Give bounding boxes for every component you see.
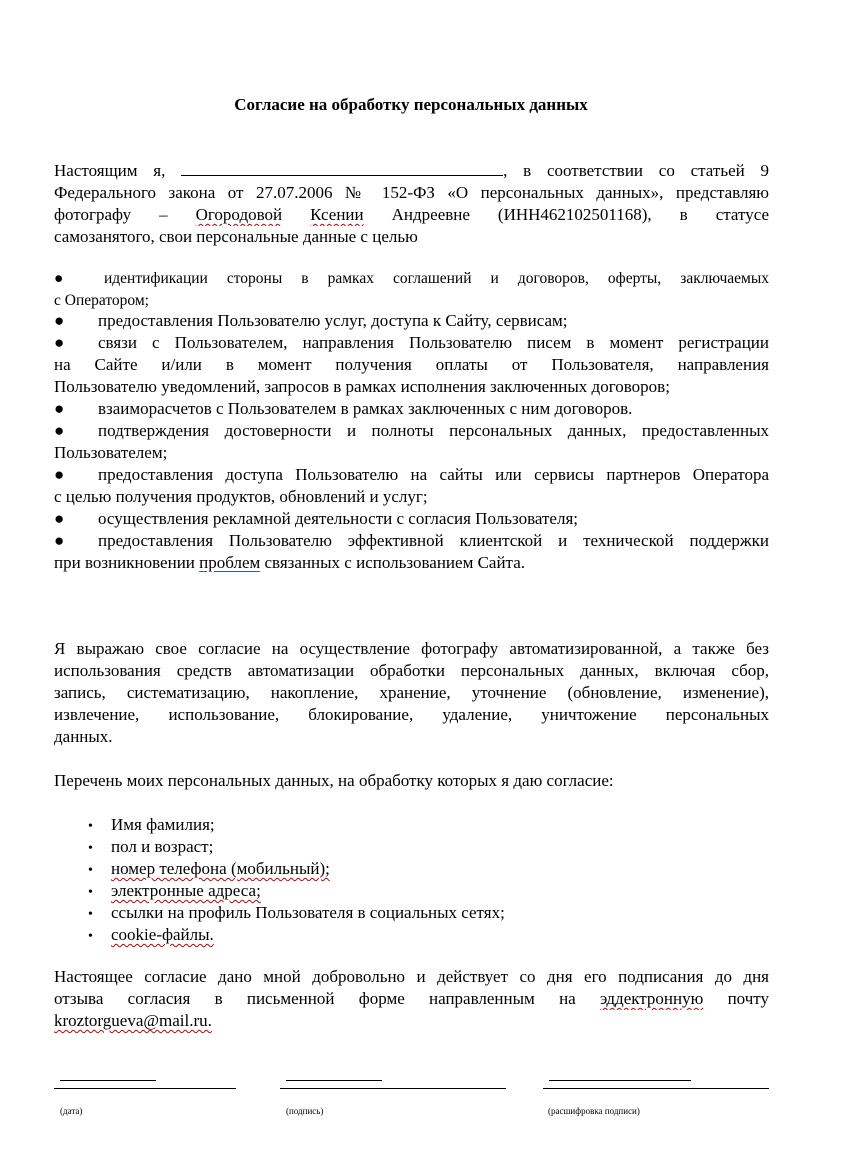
bullet-icon: •	[88, 907, 93, 922]
intro-line-3: фотографу – Огородовой Ксении Андреевне (ИНН462102501168), в статусе	[54, 205, 769, 224]
name-blank-field[interactable]	[181, 161, 503, 176]
purpose-item: ● предоставления Пользователю эффективной клиентской и технической поддержки	[54, 531, 769, 550]
bullet-icon: ●	[54, 465, 65, 484]
bullet-icon: •	[88, 819, 93, 834]
problem-word: проблем	[199, 553, 261, 572]
data-list-heading: Перечень моих персональных данных, на обработку которых я даю согласие:	[54, 771, 614, 790]
bullet-icon: ●	[54, 270, 64, 287]
purpose-item: ● связи с Пользователем, направления Пользователю писем в момент регистрации	[54, 333, 769, 352]
photographer-surname: Огородовой	[195, 205, 283, 224]
decode-caption: (расшифровка подписи)	[548, 1106, 640, 1116]
document-title: Согласие на обработку персональных данных	[234, 95, 588, 114]
consent-paragraph: Я выражаю свое согласие на осуществление фотографу автоматизированной, а также без использования средств автоматизации обработки персональных данных, включая сбор, запись, систематизацию, накопление, хранение, уточнение (обновление, изменение), извлечение, использование, блокирование, удаление, уничтожение персональных данных.	[54, 639, 769, 746]
purpose-item: ● предоставления Пользователю услуг, доступа к Сайту, сервисам;	[54, 311, 568, 330]
bullet-icon: •	[88, 885, 93, 900]
date-caption: (дата)	[60, 1106, 83, 1116]
email-word-misspelled: эддектронную	[599, 989, 704, 1008]
intro-line-4: самозанятого, свои персональные данные с целью	[54, 227, 418, 246]
list-item: • номер телефона (мобильный);	[88, 858, 748, 880]
final-paragraph: Настоящее согласие дано мной добровольно и действует со дня его подписания до дня отзыва согласия в письменной форме направленным на эддектронную почту kroztorgueva@mail.ru.	[54, 967, 769, 1030]
purpose-item: ● взаиморасчетов с Пользователем в рамках заключенных с ним договоров.	[54, 399, 633, 418]
email-address[interactable]: kroztorgueva@mail.ru.	[54, 1011, 212, 1030]
list-item: • пол и возраст;	[88, 836, 748, 858]
bullet-icon: ●	[54, 531, 65, 550]
bullet-icon: •	[88, 863, 93, 878]
intro-line-1: Настоящим я, , в соответствии со статьей 9	[54, 161, 769, 180]
intro-line-2: Федерального закона от 27.07.2006 № 152-ФЗ «О персональных данных», представляю	[54, 183, 769, 202]
list-item: • ссылки на профиль Пользователя в социальных сетях;	[88, 902, 748, 924]
purposes-list: ● идентификации стороны в рамках соглашений и договоров, оферты, заключаемых с Оператором; ● предоставления Пользователю услуг, доступа к Сайту, сервисам; ● связи с Пользователем, направления Пользователю писем в момент регистрации на Сайте и/или в момент получения оплаты от Пользователя, направления Пользователю уведомлений, запросов в рамках исполнения заключенных договоров; ● взаиморасчетов с Пользователем в рамках заключенных с ним договоров. ● подтверждения достоверности и полноты персональных данных, предоставленных Пользователем; ● предоставления доступа Пользователю на сайты или сервисы партнеров Оператора с целью получения продуктов, обновлений и услуг; ● осуществления рекламной деятельности с согласия Пользователя; ● предоставления Пользователю эффективной клиентской и технической поддержки при возникновении проблем связанных с использованием Сайта.	[54, 270, 769, 572]
bullet-icon: •	[88, 841, 93, 856]
purpose-item: ● подтверждения достоверности и полноты персональных данных, предоставленных	[54, 421, 769, 440]
bullet-icon: ●	[54, 399, 65, 418]
bullet-icon: ●	[54, 311, 65, 330]
list-item: • Имя фамилия;	[88, 814, 748, 836]
personal-data-list	[88, 814, 748, 946]
list-item: • электронные адреса;	[88, 880, 748, 902]
intro-paragraph	[54, 160, 769, 248]
bullet-icon: ●	[54, 333, 65, 352]
bullet-icon: ●	[54, 421, 65, 440]
sign-caption: (подпись)	[286, 1106, 324, 1116]
list-item: • cookie-файлы.	[88, 924, 748, 946]
photographer-firstname: Ксении	[310, 205, 364, 224]
name-decode-line[interactable]	[543, 1068, 769, 1089]
bullet-icon: •	[88, 929, 93, 944]
purpose-item: ● предоставления доступа Пользователю на сайты или сервисы партнеров Оператора	[54, 465, 769, 484]
date-signature-line[interactable]	[54, 1068, 236, 1089]
purpose-item: ● идентификации стороны в рамках соглашений и договоров, оферты, заключаемых	[54, 268, 769, 290]
purpose-item: ● осуществления рекламной деятельности с согласия Пользователя;	[54, 509, 578, 528]
signature-line[interactable]	[280, 1068, 506, 1089]
bullet-icon: ●	[54, 509, 65, 528]
